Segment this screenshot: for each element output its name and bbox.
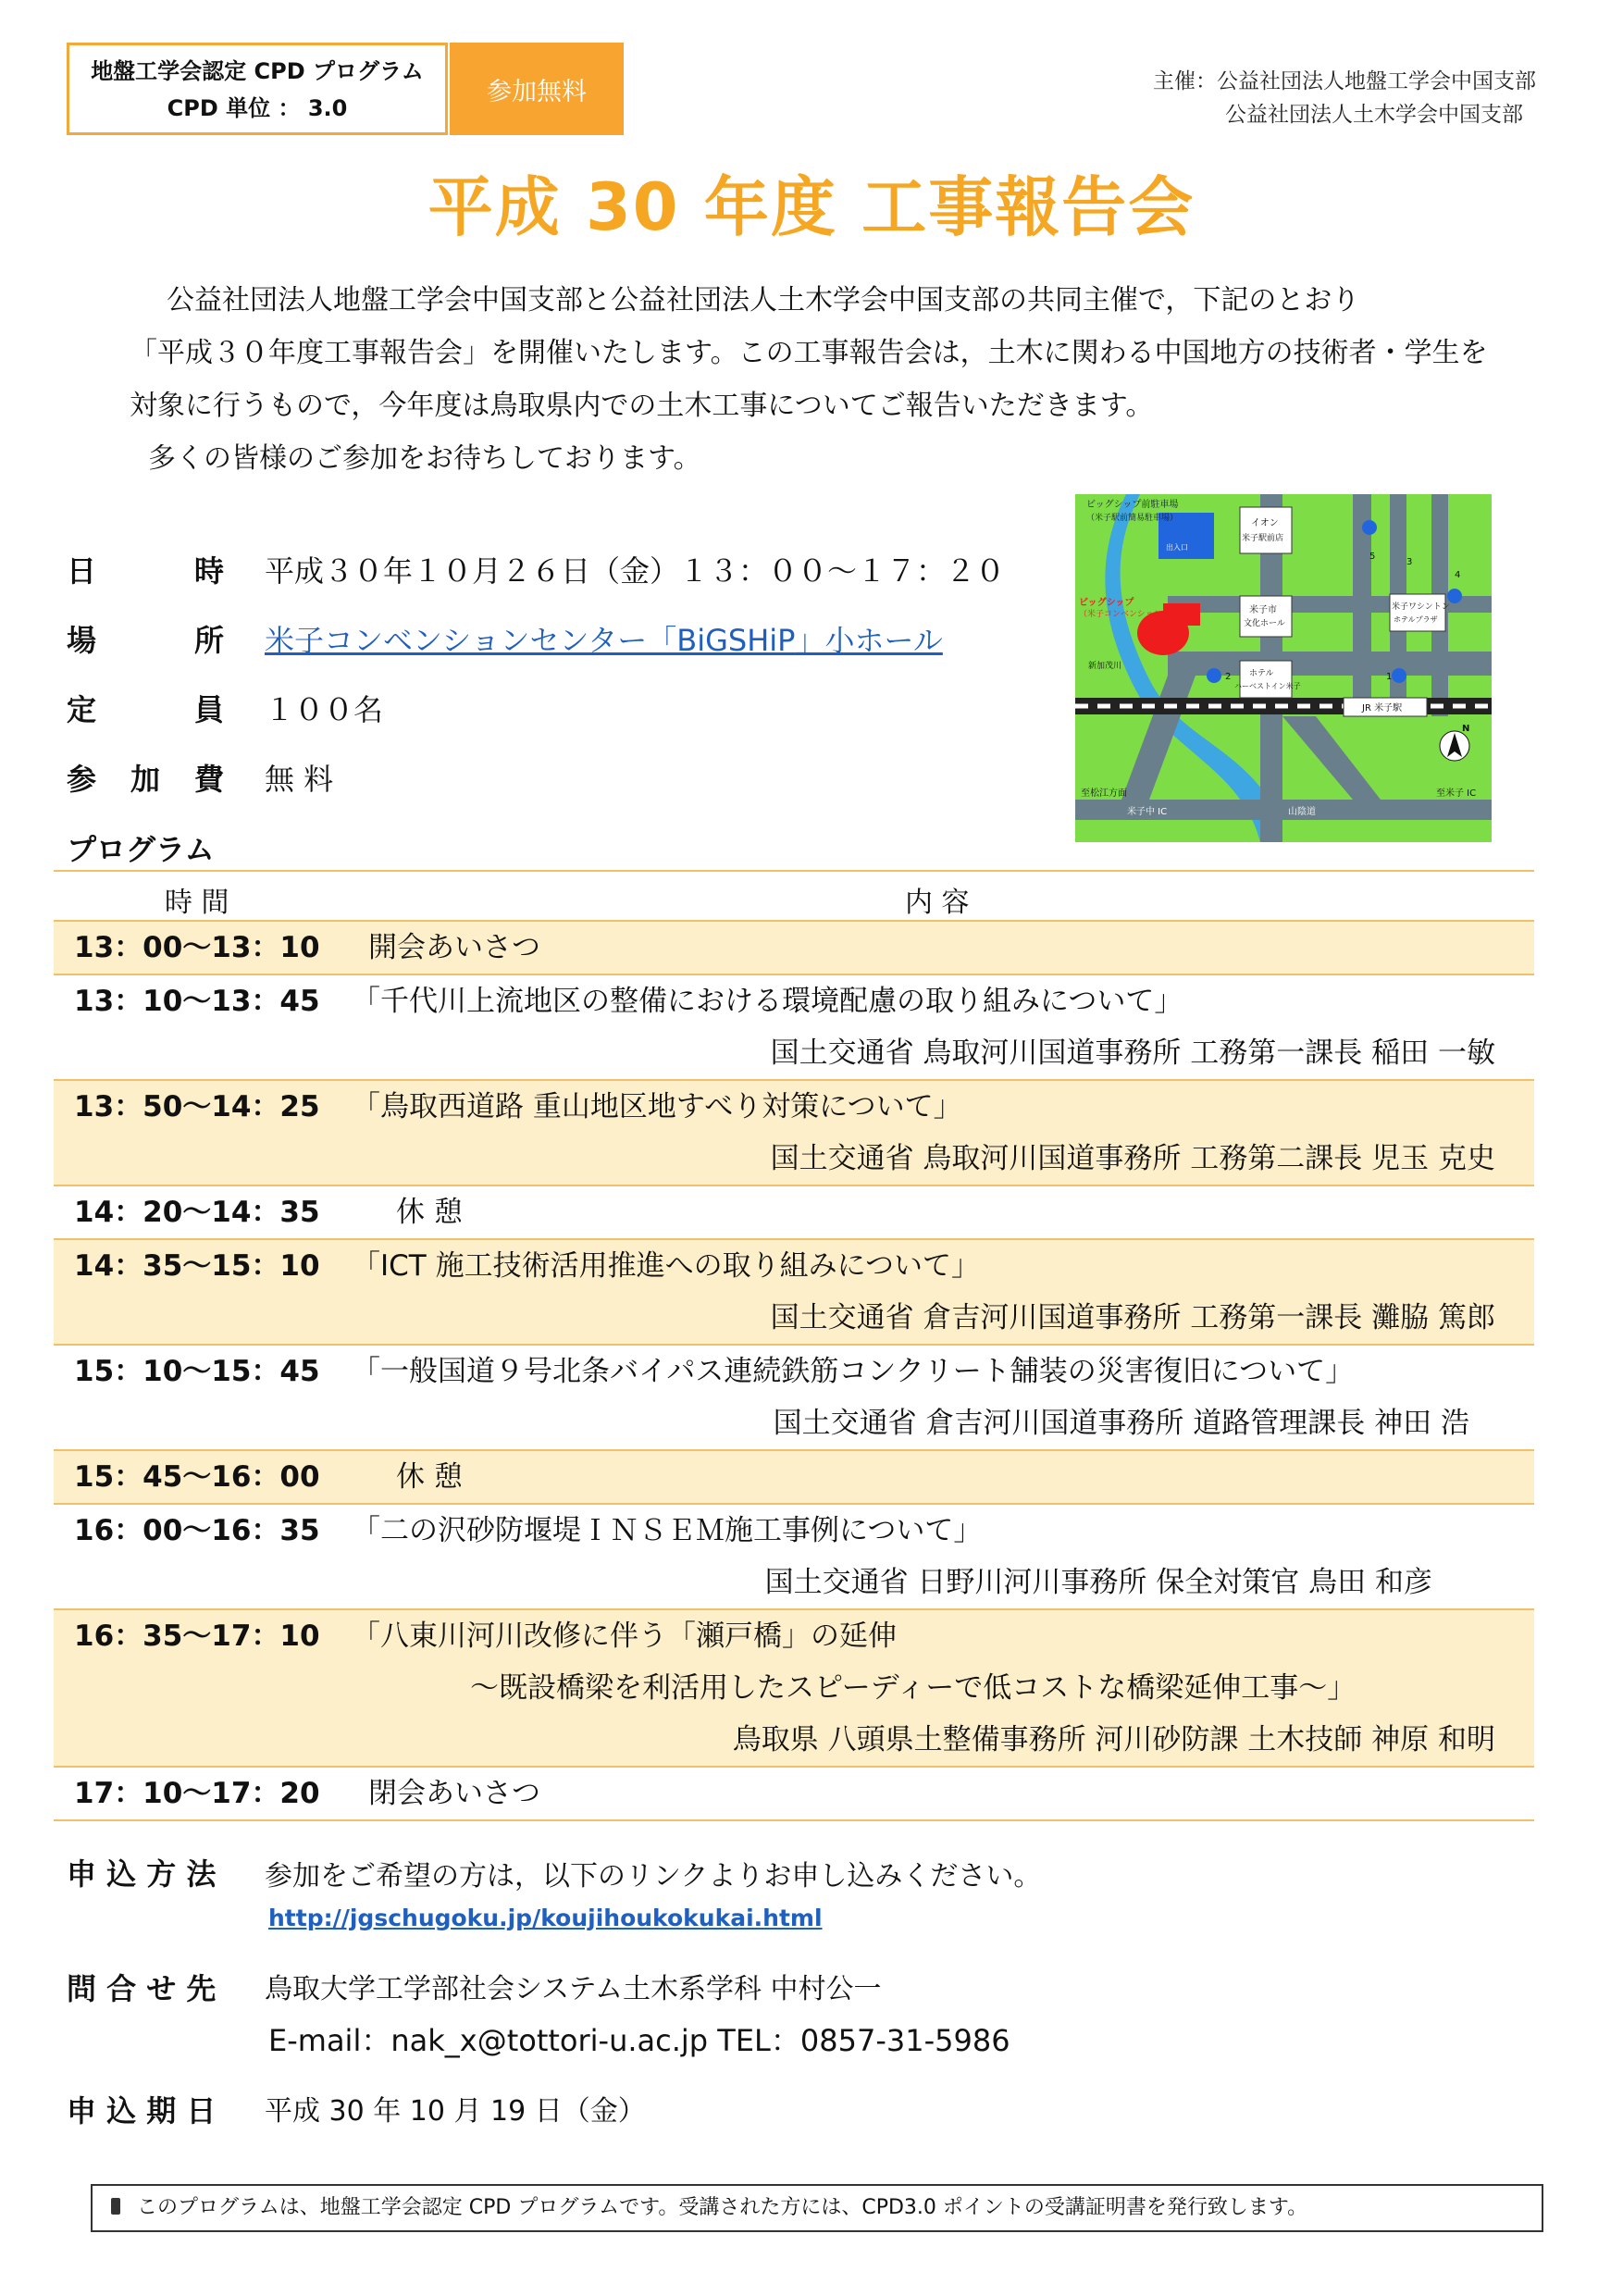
page-title: 平成 30 年度 工事報告会	[427, 169, 1196, 245]
intro-paragraph	[130, 274, 1536, 485]
map-label-yonagonaka: 米子中 IC	[1127, 807, 1168, 817]
contact-mail: E-mail：nak_x@tottori-u.ac.jp TEL：0857-31-5986	[268, 2023, 1010, 2058]
parking-number: 2	[1225, 672, 1232, 682]
map-label-bigship: ビッグシップ	[1079, 598, 1134, 608]
host-line-1: 主催：公益社団法人地盤工学会中国支部	[1153, 69, 1536, 93]
schedule-row	[54, 1240, 1534, 1346]
schedule-row	[54, 922, 1534, 975]
hotel-harvest-building	[1240, 661, 1292, 698]
row-title: 休 憩	[396, 1196, 463, 1229]
road	[1282, 716, 1381, 800]
parking-marker-icon	[1392, 668, 1406, 683]
apply-url-link[interactable]: http://jgschugoku.jp/koujihoukokukai.html	[268, 1905, 823, 1931]
schedule-row	[54, 1768, 1534, 1821]
washington-hotel-building	[1390, 594, 1445, 631]
parking-marker-icon	[1207, 668, 1221, 683]
deadline-label: 申 込 期 日	[67, 2093, 217, 2128]
capacity-label: 定 員	[67, 692, 224, 727]
cpd-units-label: CPD 単位 ： 3.0	[167, 95, 348, 121]
capacity-value: １００名	[265, 692, 384, 727]
row-speaker: 国土交通省 鳥取河川国道事務所 工務第一課長 稲田 一敏	[770, 1036, 1495, 1070]
row-time: 14：20～14：35	[74, 1196, 320, 1229]
parking-marker-icon	[1447, 589, 1462, 603]
map-label-aeon-sub: 米子駅前店	[1242, 534, 1284, 543]
map-label-aeon: イオン	[1251, 518, 1279, 528]
intro-line: 対象に行うもので，今年度は鳥取県内での土木工事についてご報告いただきます。	[130, 390, 1154, 422]
row-time: 15：10～15：45	[74, 1355, 320, 1388]
map-label-hotel1: ホテル	[1249, 669, 1274, 678]
contact-name: 鳥取大学工学部社会システム土木系学科 中村公一	[265, 1973, 882, 2005]
parking-number: 1	[1386, 672, 1393, 682]
schedule-row	[54, 1186, 1534, 1240]
row-title: 閉会あいさつ	[368, 1777, 540, 1810]
map-label-river: 新加茂川	[1088, 662, 1122, 671]
venue-map	[1075, 494, 1492, 842]
schedule-header	[54, 870, 1534, 922]
apply-text: 参加をご希望の方は，以下のリンクよりお申し込みください。	[265, 1860, 1042, 1893]
row-time: 13：10～13：45	[74, 985, 320, 1018]
intro-line: 「平成３０年度工事報告会」を開催いたします。この工事報告会は，土木に関わる中国地方の技術者・学生を	[130, 337, 1488, 369]
note-bullet-icon	[111, 2198, 120, 2215]
row-title: 「鳥取西道路 重山地区地すべり対策について」	[352, 1090, 962, 1123]
host-line-2: 公益社団法人土木学会中国支部	[1225, 103, 1523, 127]
intro-line: 多くの皆様のご参加をお待ちしております。	[148, 442, 701, 475]
cpd-note-text: このプログラムは、地盤工学会認定 CPD プログラムです。受講された方には、CPD3.0 ポイントの受講証明書を発行致します。	[137, 2196, 1308, 2219]
map-label-yonago-ic: 至米子 IC	[1436, 788, 1477, 799]
date-label: 日 時	[67, 553, 224, 589]
row-title: 開会あいさつ	[368, 931, 540, 964]
header-time: 時 間	[165, 887, 229, 919]
contact-label: 問 合 せ 先	[67, 1971, 217, 2006]
place-link[interactable]: 米子コンベンションセンター「BiGSHiP」小ホール	[265, 623, 943, 658]
row-title: 「一般国道９号北条バイパス連続鉄筋コンクリート舗装の災害復旧について」	[352, 1355, 1355, 1388]
row-time: 17：10～17：20	[74, 1777, 320, 1810]
row-title: 「八東川河川改修に伴う「瀬戸橋」の延伸	[352, 1620, 897, 1653]
venue-map-svg	[1075, 494, 1492, 842]
schedule-row	[54, 1081, 1534, 1186]
free-badge: 参加無料	[450, 43, 624, 135]
schedule-row	[54, 1505, 1534, 1610]
parking-number: 4	[1455, 570, 1461, 580]
schedule-row	[54, 975, 1534, 1081]
place-label: 場 所	[67, 623, 224, 658]
row-time: 15：45～16：00	[74, 1460, 320, 1494]
parking-number: 3	[1406, 557, 1413, 567]
schedule-row	[54, 1451, 1534, 1505]
row-time: 14：35～15：10	[74, 1249, 320, 1283]
parking-number: 5	[1369, 552, 1376, 562]
row-time: 13：50～14：25	[74, 1090, 320, 1123]
apply-label: 申 込 方 法	[67, 1856, 217, 1892]
row-time: 13：00～13：10	[74, 931, 320, 964]
map-label-hotel1-sub: ハーベストイン米子	[1234, 682, 1301, 690]
map-label-parking: ビッグシップ前駐車場	[1086, 500, 1179, 510]
map-label-bunka-sub: 文化ホール	[1244, 619, 1285, 628]
row-subtitle: ～既設橋梁を利活用したスピーディーで低コストな橋梁延伸工事～」	[470, 1671, 1357, 1705]
map-label-north: N	[1462, 724, 1470, 734]
row-speaker: 国土交通省 日野川河川事務所 保全対策官 鳥田 和彦	[764, 1566, 1432, 1599]
map-label-bigship-sub: （米子コンベンションセンター）	[1079, 610, 1204, 619]
row-speaker: 鳥取県 八頭県土整備事務所 河川砂防課 土木技師 神原 和明	[732, 1723, 1495, 1756]
parking-marker-icon	[1362, 520, 1377, 535]
row-title: 「ICT 施工技術活用推進への取り組みについて」	[352, 1249, 980, 1283]
bunka-hall-building	[1240, 596, 1292, 637]
row-title: 「二の沢砂防堰堤ＩＮＳＥＭ施工事例について」	[352, 1514, 983, 1547]
row-speaker: 国土交通省 倉吉河川国道事務所 工務第一課長 灘脇 篤郎	[770, 1301, 1495, 1334]
date-value: 平成３０年１０月２６日（金）１３：００～１７：２０	[265, 553, 1006, 589]
map-label-entry: 出入口	[1166, 543, 1188, 552]
schedule-row	[54, 1610, 1534, 1768]
map-label-sanin: 山陰道	[1288, 807, 1316, 817]
schedule-table	[54, 870, 1534, 1821]
program-heading: プログラム	[67, 832, 215, 867]
row-title: 「千代川上流地区の整備における環境配慮の取り組みについて」	[352, 985, 1183, 1018]
cpd-note-box	[91, 2184, 1543, 2232]
fee-label: 参 加 費	[67, 762, 224, 797]
cpd-info-box	[67, 43, 448, 135]
map-label-matsue: 至松江方面	[1081, 788, 1127, 799]
map-label-jr: JR 米子駅	[1362, 703, 1403, 714]
map-label-parking-sub: （米子駅前簡易駐車場）	[1086, 514, 1179, 523]
row-speaker: 国土交通省 倉吉河川国道事務所 道路管理課長 神田 浩	[773, 1407, 1469, 1440]
map-label-bunka: 米子市	[1249, 605, 1277, 615]
cpd-program-label: 地盤工学会認定 CPD プログラム	[91, 58, 424, 84]
host-organizers	[1153, 65, 1536, 131]
map-label-hotel2: 米子ワシントン	[1392, 602, 1450, 612]
map-label-hotel2-sub: ホテルプラザ	[1394, 615, 1438, 624]
schedule-row	[54, 1346, 1534, 1451]
deadline-value: 平成 30 年 10 月 19 日（金）	[265, 2095, 646, 2128]
row-title: 休 憩	[396, 1460, 463, 1494]
aeon-building	[1240, 507, 1292, 553]
row-speaker: 国土交通省 鳥取河川国道事務所 工務第二課長 児玉 克史	[770, 1142, 1495, 1175]
intro-line: 公益社団法人地盤工学会中国支部と公益社団法人土木学会中国支部の共同主催で，下記のとおり	[167, 284, 1360, 316]
fee-value: 無 料	[265, 762, 334, 797]
row-time: 16：00～16：35	[74, 1514, 320, 1547]
header-content: 内 容	[905, 887, 970, 919]
row-time: 16：35～17：10	[74, 1620, 320, 1653]
